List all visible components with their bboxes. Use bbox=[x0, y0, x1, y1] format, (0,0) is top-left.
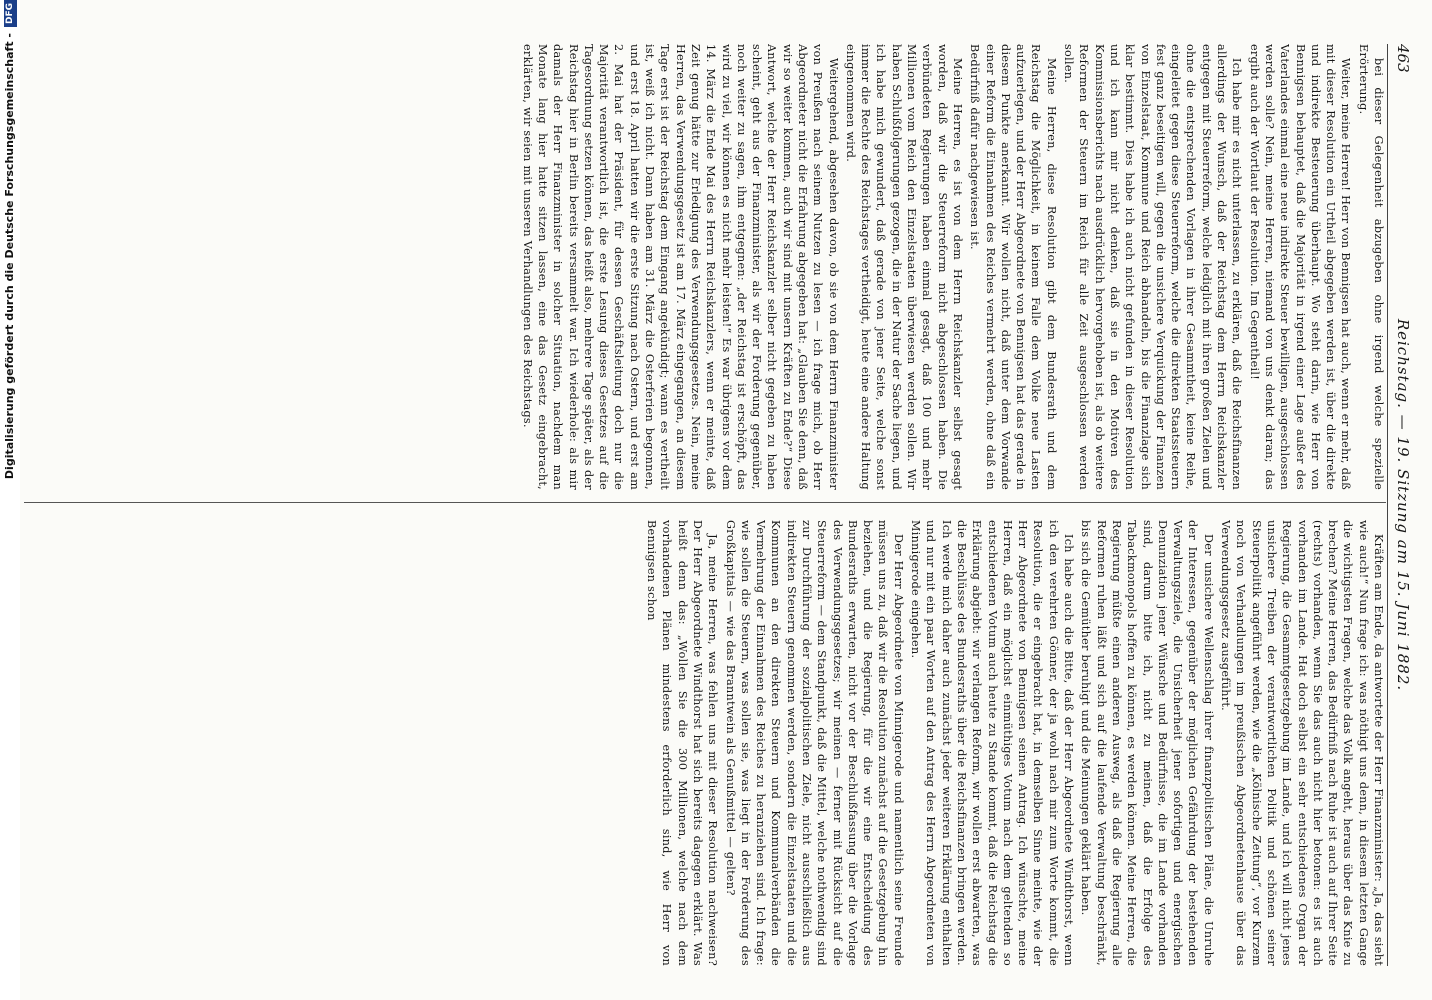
paragraph: Der unsichere Wellenschlag ihrer finanzpolitischen Pläne, die Unruhe der Interessen, gegenüber der möglichen Gefährdung der bestehenden Verwaltungsziele, die Unsicherheit jener sofortigen und energischen Denunziation jener Wünsche und Bedürfnisse, die im Lande vorhanden sind, darum bitte ich, nicht zu meinen, daß die Erfolge des Tabackmonopols hoffen zu können, es werden können. Meine Herren, die Regierung müßte einen anderen Ausweg, als daß die Regierung alle Reformen ruhen läßt und sich auf die laufende Verwaltung beschränkt, bis sich die Gemüther beruhigt und die Meinungen geklärt haben. bbox=[1079, 520, 1215, 966]
paragraph: Kräften am Ende, da antwortete der Herr Finanzminister: „Ja, das sieht wie auch!“ Nun frage ich: was nöthigt uns denn, in diesem letzten Gange die wichtigsten Fragen, welche das Volk angeht, heraus über das Knie zu brechen? Meine Herren, das Bedürfniß nach Ruhe ist auch auf Ihrer Seite (rechts) vorhanden, wenn Sie das auch nicht hier betonen: es ist auch vorhanden im Lande. Hat doch selbst ein sehr entschiedenes Organ der Regierung, die Gesammtgesetzgebung im Lande, und ich will nicht jenes unsichere Treiben der verantwortlichen Politik und schönen seiner Steuerpolitik angeführt werden, wie die „Kölnische Zeitung“, vor Kurzem noch von Verhandlungen im preußischen Abgeordnetenhause über das Verwendungsgesetz ausgeführt. bbox=[1219, 520, 1385, 966]
paragraph: Weitergehend, abgesehen davon, ob sie von dem Herrn Finanzminister von Preußen nach seinem Nutzen zu lesen — ich frage mich, ob Herr Abgeordneter nicht die Erfahrung abgegeben hat: „Glauben Sie denn, daß wir so weiter kommen, auch wir sind mit unsern Kräften zu Ende?“ Diese Antwort, welche der Herr Reichskanzler selber nicht gegeben zu haben scheint, geht aus der Finanzminister, als wir der Forderung gegenüber, noch weiter zu sagen, ihm entgegnen: „der Reichstag ist erschöpft, das wird zu viel, wir können es nicht mehr leisten!“ Es war übrigens vor dem 14. März die Ende Mai des Herrn Reichskanzlers, wenn er meinte, daß Zeit genug hätte zur Erledigung des Verwendungsgesetzes. Nein, meine Herren, das Verwendungsgesetz ist am 17. März eingegangen, an diesem Tage erst ist der Reichstag dem Eingang angekündigt; wann es vertheilt ist, weiß ich nicht. Dann haben am 31. März die Osterferien begonnen, und erst 18. April hatten wir die erste Sitzung nach Ostern, und erst am 2. Mai hat der Präsident, für dessen Geschäftsleitung doch nur die Majorität verantwortlich ist, die erste Lesung dieses Gesetzes auf die Tagesordnung setzen können, das heißt also, mehrere Tage später, als der Reichstag hier in Berlin bereits versammelt war. Ich wiederhole: als mir damals der Herr Finanzminister in solcher Situation, nachdem man Monate lang hier hatte sitzen lassen, eine das Gesetz eingebracht, erklärten, wir seien mit unseren Verhandlungen des Reichstags. bbox=[520, 44, 840, 490]
paragraph: Weiter, meine Herren! Herr von Bennigsen hat auch, wenn er mehr, daß mit dieser Resolution ein Urtheil abgegeben werden ist, über die direkte und indirekte Besteuerung überhaupt. Wo steht darin, wie Herr von Bennigsen behauptet, daß die Majorität in irgend einer Lage außer des Vaterlandes einmal eine neue indirekte Steuer bewilligen, ausgeschlossen werden solle? Nein, meine Herren, niemand von uns denkt daran; das ergibt auch der Wortlaut der Resolution. Im Gegentheil! bbox=[1247, 44, 1353, 490]
page-header bbox=[1387, 44, 1414, 966]
text-columns bbox=[24, 44, 1386, 966]
paragraph: Ja, meine Herren, was fehlen uns mit dieser Resolution nachweisen? Der Herr Abgeordnete Windthorst hat sich bereits dagegen erklärt. Was heißt denn das: „Wollen Sie die 300 Millionen, welche nach dem vorhandenen Plänen mindestens erforderlich sind, wie Herr von Bennigsen schon bbox=[645, 520, 720, 966]
page-number: 463 bbox=[1394, 44, 1412, 73]
paragraph: Ich habe mir es nicht unterlassen, zu erklären, daß die Reichsfinanzen allerdings der Wunsch, daß der Reichstag dem Herrn Reichskanzler entgegen mit Steuerreform, welche lediglich mit ihren großen Zielen und ohne die entsprechenden Vorlagen in ihrer Gesammtheit, keine Reihe, eingeleitet gegen diese Steuerreform, welche die direkten Staatssteuern fest ganz beseitigen will, gegen die unsichere Verquickung der Finanzen von Einzelstaat, Kommune und Reich abhandeln, bis die Finanzlage sich klar bestimmt. Dies habe ich auch nicht gefunden in dieser Resolution und ich kann mir nicht denken, daß sie in den Motiven des Kommissionsberichts nach ausdrücklich hervorgehoben ist, als ob weitere Reformen der Steuern im Reich für alle Zeit ausgeschlossen werden sollen. bbox=[1062, 44, 1244, 490]
right-column bbox=[24, 520, 1386, 966]
paragraph: Ich habe auch die Bitte, daß der Herr Abgeordnete Windthorst, wenn ich den verehrten Gönner, der ja wohl nach mir zum Worte kommt, die Resolution, die er eingebracht hat, in demselben Sinne meinte, wie der Herr Abgeordnete von Bennigsen seinen Antrag. Ich wünschte, meine Herren, daß ein möglichst einmüthiges Votum nach dem geltenden so entschiedenen Votum auch heute zu Stande kommt, daß die Reichstag die Erklärung abgiebt: wir verlangen Reform, wir wollen erst abwarten, was die Beschlüsse des Bundesraths über die Reichsfinanzen bringen werden. Ich werde mich daher auch zunächst jeder weiteren Erklärung enthalten und nur mit ein paar Worten auf den Antrag des Herrn Abgeordneten von Minnigerode eingehen. bbox=[909, 520, 1076, 966]
paragraph: Der Herr Abgeordnete von Minnigerode und namentlich seine Freunde müssen uns zu, daß wir die Resolution zunächst auf die Gesetzgebung hin beziehen, und die Regierung, für die wir eine Entscheidung des Bundesraths erwarten, nicht vor der Beschlußfassung über die Vorlage des Verwendungsgesetzes; wir meinen — ferner mit Rücksicht auf die Steuerreform — dem Standpunkt, daß die Mittel, welche nothwendig sind zur Durchführung der sozialpolitischen Ziele, nicht ausschließlich aus indirekten Steuern genommen werden, sondern die Einzelstaaten und die Kommunen an den direkten Steuern und Kommunalverbänden die Vermehrung der Einnahmen des Reiches zu heranziehen sind. Ich frage: wie sollen die Steuern, was sollen sie, was liegt in der Forderung des Großkapitals — wie das Branntwein als Genußmittel — gelten? bbox=[723, 520, 905, 966]
paragraph: bei dieser Gelegenheit abzugeben ohne irgend welche spezielle Erörterung. bbox=[1356, 44, 1385, 490]
paragraph: Meine Herren, es ist von dem Herrn Reichskanzler selbst gesagt worden, daß wir die Steuerreform nicht abgeschlossen haben. Die verbündeten Regierungen haben einmal gesagt, daß 100 und mehr Millionen vom Reich den Einzelstaaten überwiesen werden sollen. Wir haben Schlußfolgerungen gezogen, die in der Natur der Sache liegen, und ich habe mich gewundert, daß gerade von jener Seite, welche sonst immer die Rechte des Reichstages vertheidigt, heute eine andere Haltung eingenommen wird. bbox=[843, 44, 964, 490]
attribution-bar bbox=[0, 0, 20, 1000]
paragraph: Meine Herren, diese Resolution gibt dem Bundesrath und dem Reichstag die Möglichkeit, in keinem Falle dem Volke neue Lasten aufzuerlegen, und der Herr Abgeordnete von Bennigsen hat das gerade in diesem Punkte anerkannt. Wir wollen nicht, daß unter dem Vorwande einer Reform die Einnahmen des Reiches vermehrt werden, ohne daß ein Bedürfniß dafür nachgewiesen ist. bbox=[968, 44, 1058, 490]
attribution-text: Digitalisierung gefördert durch die Deutsche Forschungsgemeinschaft - bbox=[3, 33, 16, 480]
left-column bbox=[24, 44, 1386, 490]
dfg-logo: DFG bbox=[4, 0, 17, 27]
column-divider bbox=[24, 502, 1386, 503]
running-title: Reichstag. — 19. Sitzung am 15. Juni 1882. bbox=[1394, 318, 1412, 692]
